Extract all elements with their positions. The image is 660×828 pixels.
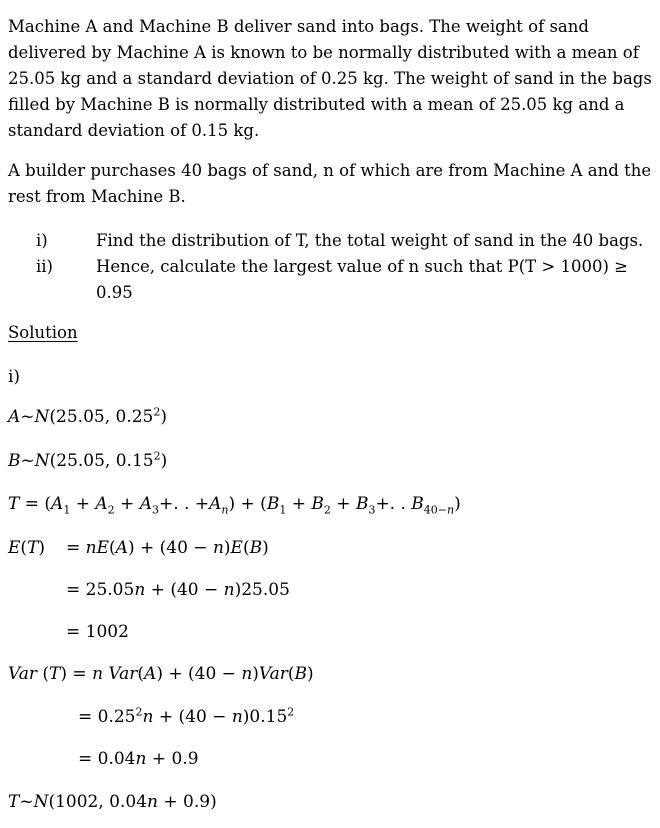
equation-variance-step-2: = $0.25^2n + (40 - n)0.15^2$ (78, 705, 295, 727)
equation-expectation-step-2: = 25.05n + (40 − n)25.05 (66, 580, 290, 600)
equation-expectation: E(T) (8, 538, 46, 558)
question-number: ii) (36, 257, 53, 276)
equation-expectation-rhs: = nE(A) + (40 − n)E(B) (66, 538, 269, 558)
part-label: i) (8, 367, 21, 387)
equation-t-sum: $T = (A_1 + A_2 + A_3+$. . $+A_n) + (B_1 + B_2 + B_3+$. . $B_{40-n}$) (8, 494, 461, 517)
equation-variance: Var (T) = n Var(A) + (40 − n)Var(B) (8, 664, 314, 684)
problem-paragraph-1: Machine A and Machine B deliver sand into bags. The weight of sand delivered by Machine A is known to be normally distributed with a mean of 25.05 kg and a standard deviation of 0.25 kg. The weight of sand in the bags filled by Machine B is normally distributed with a mean of 25.05 kg and a standard deviation of 0.15 kg. (8, 17, 652, 140)
equation-b-distribution: B~N(25.05, 0.15$^2$) (8, 449, 168, 471)
question-text: Hence, calculate the largest value of n such that P(T > 1000) ≥ 0.95 (96, 257, 628, 302)
solution-heading: Solution (8, 323, 78, 342)
question-number: i) (36, 231, 48, 250)
equation-a-distribution: A~N(25.05, 0.25$^2$) (8, 405, 168, 427)
equation-t-distribution: T~N(1002, 0.04n + 0.9) (8, 792, 217, 812)
problem-paragraph-2: A builder purchases 40 bags of sand, n of which are from Machine A and the rest from Machine B. (8, 161, 652, 206)
equation-expectation-result: = 1002 (66, 622, 129, 642)
equation-variance-result: = 0.04n + 0.9 (78, 749, 199, 769)
question-text: Find the distribution of T, the total weight of sand in the 40 bags. (96, 231, 644, 250)
